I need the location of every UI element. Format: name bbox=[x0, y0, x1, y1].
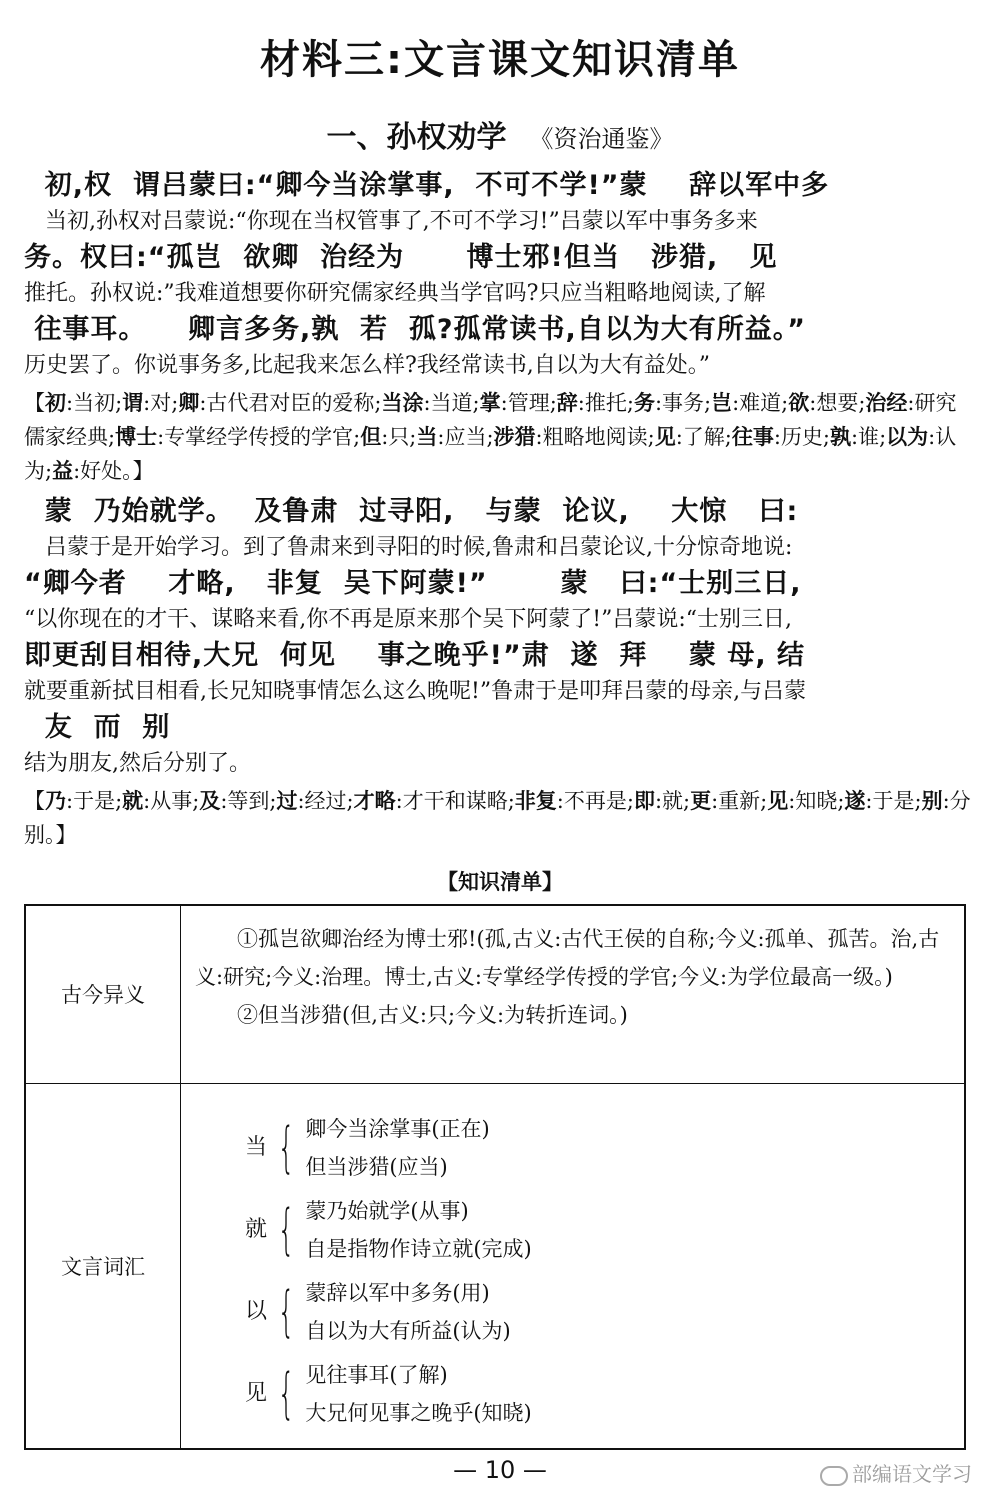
vocab-examples bbox=[305, 1356, 531, 1432]
original-text: 往事耳。 卿言多务,孰 若 孤?孤常读书,自以为大有所益。” bbox=[24, 314, 807, 345]
brace-icon: { bbox=[277, 1361, 295, 1425]
translation-text: “以你现在的才干、谋略来看,你不再是原来那个吴下阿蒙了!”吕蒙说:“士别三日, bbox=[24, 607, 792, 632]
note-term: 见 bbox=[654, 425, 676, 449]
page-number: — 10 — bbox=[453, 1456, 547, 1484]
note-term: 初 bbox=[45, 391, 66, 415]
wechat-icon bbox=[820, 1466, 848, 1486]
note-term: 更 bbox=[690, 789, 712, 813]
vocab-group bbox=[245, 1356, 950, 1432]
note-definition: 了解; bbox=[682, 425, 732, 449]
note-term: 当涂 bbox=[381, 391, 424, 415]
note-definition: 管理; bbox=[507, 391, 557, 415]
original-text: 友 而 别 bbox=[24, 712, 171, 743]
vocab-example: 但当涉猎(应当) bbox=[305, 1154, 448, 1179]
bracket: 【 bbox=[24, 789, 45, 813]
note-definition: 当道; bbox=[430, 391, 480, 415]
note-term: 掌 bbox=[479, 391, 501, 415]
knowledge-heading: 【知识清单】 bbox=[437, 870, 563, 894]
watermark-text: 部编语文学习 bbox=[852, 1462, 972, 1486]
vocabulary-notes: 【乃:于是;就:从事;及:等到;过:经过;才略:才干和谋略;非复:不再是;即:就;更:重新;见:知晓;遂:于是;别:分别。】 bbox=[24, 789, 971, 847]
note-definition: 想要; bbox=[816, 391, 866, 415]
note-term: 涉猎 bbox=[493, 425, 536, 449]
gujin-item: ①孤岂欲卿治经为博士邪!(孤,古义:古代王侯的自称;今义:孤单、孤苦。治,古义:研究;今义:治理。博士,古义:专掌经学传授的学官;今义:为学位最高一级。) bbox=[195, 927, 940, 989]
brace-icon: { bbox=[277, 1115, 295, 1179]
note-term: 治经 bbox=[865, 391, 908, 415]
note-definition: 重新; bbox=[718, 789, 768, 813]
note-definition: 专掌经学传授的学官; bbox=[164, 425, 361, 449]
note-term: 博士 bbox=[115, 425, 158, 449]
vocab-example: 见往事耳(了解) bbox=[305, 1362, 448, 1387]
note-term: 以为 bbox=[886, 425, 929, 449]
vocab-word: 以 bbox=[245, 1298, 268, 1324]
note-definition: 研究儒家经典; bbox=[24, 391, 957, 449]
category-content bbox=[181, 905, 966, 1083]
vocab-group bbox=[245, 1192, 950, 1268]
passage-line bbox=[24, 310, 976, 382]
note-term: 别 bbox=[921, 789, 943, 813]
note-definition: 事务; bbox=[662, 391, 712, 415]
vocab-example: 大兄何见事之晚乎(知晓) bbox=[305, 1400, 532, 1425]
note-definition: 对; bbox=[150, 391, 179, 415]
vocab-example: 自是指物作诗立就(完成) bbox=[305, 1236, 532, 1261]
category-label: 古今异义 bbox=[25, 905, 181, 1083]
page-title: 材料三:文言课文知识清单 bbox=[260, 37, 740, 83]
passage-line bbox=[24, 636, 976, 708]
note-definition: 谁; bbox=[858, 425, 887, 449]
lesson-title: 一、孙权劝学 bbox=[326, 120, 507, 155]
table-row bbox=[25, 1083, 965, 1449]
vocab-group bbox=[245, 1110, 950, 1186]
note-term: 过 bbox=[276, 789, 298, 813]
translation-text: 历史罢了。你说事务多,比起我来怎么样?我经常读书,自以为大有益处。” bbox=[24, 353, 711, 378]
gujin-item: ②但当涉猎(但,古义:只;今义:为转折连词。) bbox=[237, 1003, 628, 1027]
note-term: 才略 bbox=[353, 789, 396, 813]
note-term: 往事 bbox=[731, 425, 774, 449]
note-definition: 知晓; bbox=[795, 789, 845, 813]
vocab-word: 就 bbox=[245, 1216, 268, 1242]
watermark bbox=[820, 1458, 972, 1487]
vocab-word: 见 bbox=[245, 1380, 268, 1406]
note-definition: 好处。】 bbox=[80, 459, 154, 483]
note-term: 及 bbox=[199, 789, 221, 813]
category-content bbox=[181, 1083, 966, 1449]
translation-text: 吕蒙于是开始学习。到了鲁肃来到寻阳的时候,鲁肃和吕蒙论议,十分惊奇地说: bbox=[24, 535, 793, 560]
vocab-example: 自以为大有所益(认为) bbox=[305, 1318, 511, 1343]
translation-text: 当初,孙权对吕蒙说:“你现在当权管事了,不可不学习!”吕蒙以军中事务多来 bbox=[24, 209, 758, 234]
category-label: 文言词汇 bbox=[25, 1083, 181, 1449]
passage-line bbox=[24, 166, 976, 238]
note-term: 卿 bbox=[178, 391, 200, 415]
passage-text bbox=[24, 166, 976, 856]
note-term: 乃 bbox=[45, 789, 66, 813]
note-definition: 于是; bbox=[872, 789, 922, 813]
note-term: 即 bbox=[633, 789, 655, 813]
lesson-heading bbox=[0, 112, 1000, 156]
vocab-word: 当 bbox=[245, 1134, 268, 1160]
vocab-example: 蒙辞以军中多务(用) bbox=[305, 1280, 490, 1305]
brace-icon: { bbox=[277, 1197, 295, 1261]
note-definition: 从事; bbox=[150, 789, 200, 813]
note-definition: 难道; bbox=[739, 391, 789, 415]
brace-icon: { bbox=[277, 1279, 295, 1343]
translation-text: 就要重新拭目相看,长兄知晓事情怎么这么晚呢!”鲁肃于是叩拜吕蒙的母亲,与吕蒙 bbox=[24, 679, 807, 704]
note-term: 益 bbox=[52, 459, 74, 483]
note-term: 非复 bbox=[514, 789, 557, 813]
note-definition: 经过; bbox=[304, 789, 354, 813]
vocab-examples bbox=[305, 1110, 489, 1186]
passage-line bbox=[24, 708, 976, 780]
note-definition: 等到; bbox=[227, 789, 277, 813]
note-definition: 古代君对臣的爱称; bbox=[206, 391, 382, 415]
vocab-group bbox=[245, 1274, 950, 1350]
lesson-source: 《资治通鉴》 bbox=[529, 125, 674, 153]
note-definition: 才干和谋略; bbox=[402, 789, 515, 813]
passage-line bbox=[24, 492, 976, 564]
passage-line bbox=[24, 238, 976, 310]
original-text: 蒙 乃始就学。 及鲁肃 过寻阳, 与蒙 论议, 大惊 曰: bbox=[24, 496, 799, 527]
original-text: 务。权曰:“孤岂 欲卿 治经为 博士邪!但当 涉猎, 见 bbox=[24, 242, 778, 273]
note-definition: 就; bbox=[662, 789, 691, 813]
note-term: 务 bbox=[633, 391, 655, 415]
note-definition: 不再是; bbox=[563, 789, 634, 813]
note-definition: 当初; bbox=[73, 391, 123, 415]
original-text: 初,权 谓吕蒙曰:“卿今当涂掌事, 不可不学!”蒙 辞以军中多 bbox=[24, 170, 830, 201]
translation-text: 结为朋友,然后分别了。 bbox=[24, 751, 251, 776]
note-term: 但 bbox=[360, 425, 382, 449]
vocab-examples bbox=[305, 1192, 531, 1268]
note-definition: 历史; bbox=[780, 425, 831, 449]
vocab-example: 蒙乃始就学(从事) bbox=[305, 1198, 469, 1223]
note-term: 欲 bbox=[788, 391, 810, 415]
note-definition: 只; bbox=[388, 425, 417, 449]
note-definition: 认为; bbox=[24, 425, 957, 483]
note-term: 遂 bbox=[844, 789, 866, 813]
vocabulary-notes: 【初:当初;谓:对;卿:古代君对臣的爱称;当涂:当道;掌:管理;辞:推托;务:事务;岂:难道;欲:想要;治经:研究儒家经典;博士:专掌经学传授的学官;但:只;当:应当;涉猎:粗略地阅读;见:了解;往事:历史;孰:谁;以为:认为;益:好处。】 bbox=[24, 391, 957, 483]
note-term: 见 bbox=[767, 789, 789, 813]
table-row bbox=[25, 905, 965, 1083]
note-definition: 粗略地阅读; bbox=[542, 425, 655, 449]
vocab-examples bbox=[305, 1274, 510, 1350]
note-definition: 于是; bbox=[73, 789, 123, 813]
vocab-example: 卿今当涂掌事(正在) bbox=[305, 1116, 490, 1141]
bracket: 【 bbox=[24, 391, 45, 415]
note-term: 当 bbox=[416, 425, 438, 449]
original-text: “卿今者 才略, 非复 吴下阿蒙!” 蒙 曰:“士别三日, bbox=[24, 568, 802, 599]
note-term: 孰 bbox=[830, 425, 852, 449]
knowledge-table bbox=[24, 904, 966, 1450]
note-definition: 应当; bbox=[444, 425, 494, 449]
note-definition: 推托; bbox=[584, 391, 634, 415]
note-term: 就 bbox=[122, 789, 144, 813]
note-term: 谓 bbox=[122, 391, 144, 415]
translation-text: 推托。孙权说:”我难道想要你研究儒家经典当学官吗?只应当粗略地阅读,了解 bbox=[24, 281, 766, 306]
note-definition: 分别。】 bbox=[24, 789, 971, 847]
note-term: 辞 bbox=[556, 391, 578, 415]
passage-line bbox=[24, 564, 976, 636]
original-text: 即更刮目相待,大兄 何见 事之晚乎!”肃 遂 拜 蒙 母, 结 bbox=[24, 640, 805, 671]
note-term: 岂 bbox=[711, 391, 733, 415]
